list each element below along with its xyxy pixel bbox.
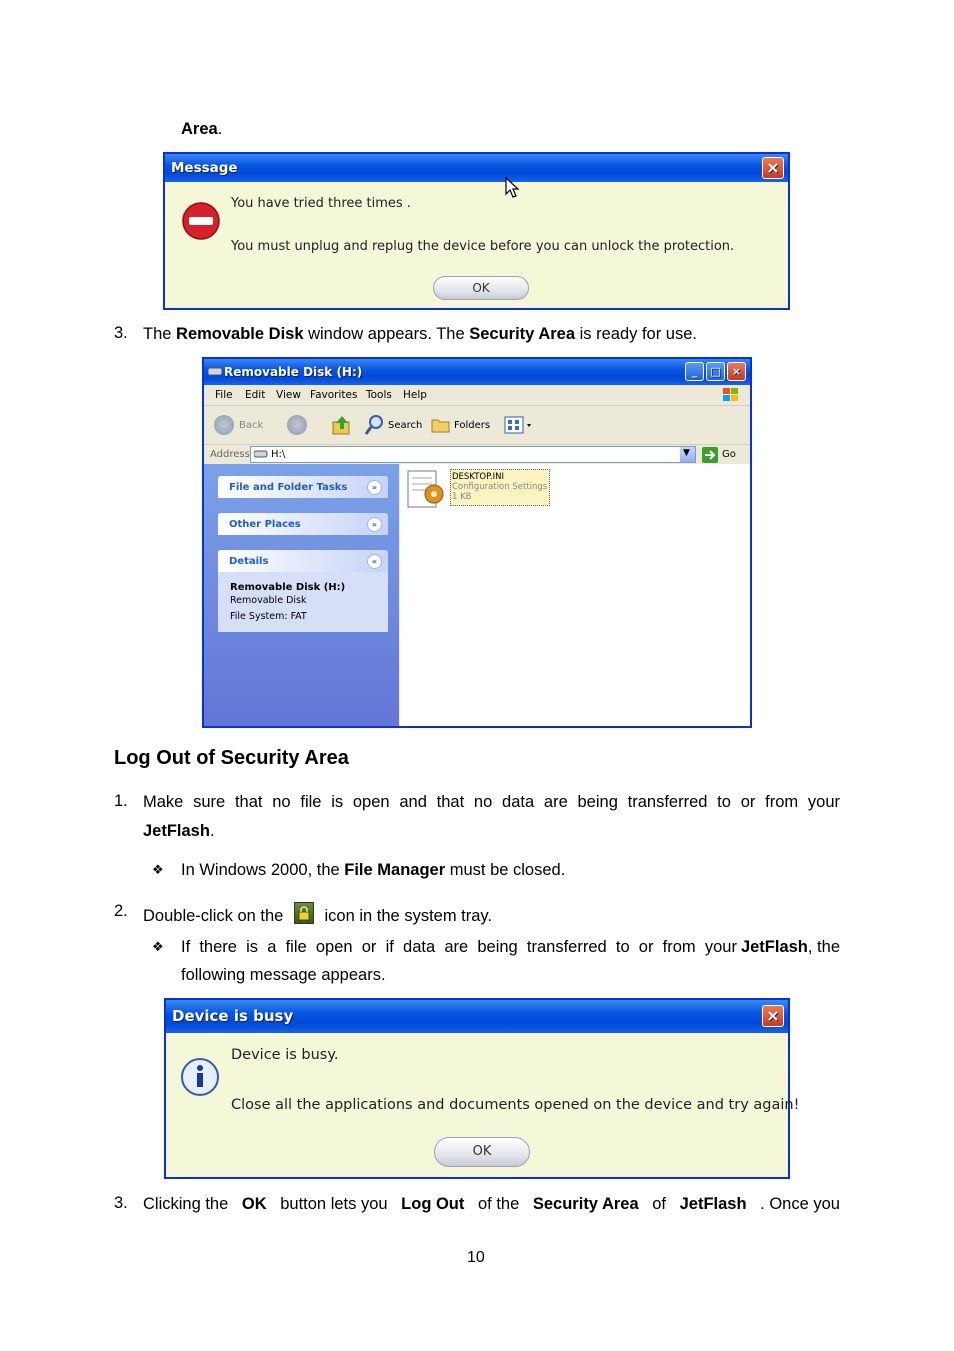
back-button[interactable]: Back	[239, 420, 264, 431]
message-dialog	[163, 152, 790, 310]
menu-tools[interactable]: Tools	[366, 389, 392, 401]
forward-icon[interactable]	[287, 415, 307, 435]
bullet-2-line-2: following message appears.	[181, 966, 386, 984]
details-panel: Details « Removable Disk (H:) Removable Disk File System: FAT	[218, 550, 388, 632]
details-type: Removable Disk	[230, 595, 307, 606]
drive-icon	[208, 366, 222, 376]
step-number: 1.	[114, 792, 128, 810]
toolbar	[204, 406, 750, 445]
details-name: Removable Disk (H:)	[230, 582, 346, 593]
busy-line-2: Close all the applications and documents opened on the device and try again!	[231, 1097, 800, 1113]
ok-button[interactable]: OK	[434, 1137, 530, 1167]
message-line-2: You must unplug and replug the device before you can unlock the protection.	[231, 239, 735, 254]
message-dialog-title: Message ×	[165, 154, 788, 182]
file-folder-tasks-panel[interactable]: File and Folder Tasks »	[218, 476, 388, 498]
search-button[interactable]: Search	[388, 420, 423, 431]
menu-bar	[204, 385, 750, 406]
step-3-bottom-text: Clicking the OK button lets you Log Out of the Security Area of JetFlash . Once you	[143, 1195, 840, 1213]
up-folder-icon[interactable]	[332, 414, 352, 436]
go-arrow-icon[interactable]	[702, 447, 718, 463]
stop-icon	[181, 202, 221, 240]
back-icon[interactable]	[214, 415, 234, 435]
folders-icon[interactable]	[431, 416, 451, 434]
message-line-1: You have tried three times .	[231, 196, 411, 211]
drive-icon	[254, 450, 268, 459]
step-2-text: Double-click on the icon in the system tray.	[143, 902, 492, 926]
close-icon: ×	[731, 365, 742, 378]
chevron-down-icon[interactable]: »	[367, 480, 382, 495]
ok-button[interactable]: OK	[433, 276, 529, 300]
bullet-1-text: In Windows 2000, the File Manager must be closed.	[181, 861, 566, 879]
close-icon: ×	[766, 1006, 780, 1025]
step-3-text: The Removable Disk window appears. The Security Area is ready for use.	[143, 325, 697, 343]
bullet-2-line-1: If there is a file open or if data are being transferred to or from your JetFlash , the	[181, 938, 840, 956]
step-number: 3.	[114, 324, 128, 342]
file-name: DESKTOP.INI	[452, 472, 504, 482]
folders-button[interactable]: Folders	[454, 420, 491, 431]
close-icon: ×	[766, 158, 780, 177]
info-icon	[180, 1057, 220, 1097]
file-size: 1 KB	[452, 492, 472, 502]
menu-help[interactable]: Help	[403, 389, 427, 401]
step-1-text: Make sure that no file is open and that no data are being transferred to or from your	[143, 793, 840, 811]
busy-line-1: Device is busy.	[231, 1047, 339, 1063]
menu-view[interactable]: View	[276, 389, 301, 401]
close-button[interactable]	[762, 1005, 784, 1027]
chevron-down-icon[interactable]: »	[367, 517, 382, 532]
search-icon[interactable]	[364, 414, 386, 436]
close-button[interactable]	[762, 157, 784, 179]
file-desc: Configuration Settings	[452, 482, 548, 492]
go-button[interactable]: Go	[722, 449, 736, 460]
top-fragment: Area.	[181, 120, 223, 138]
address-input[interactable]: H:\ ▼	[250, 446, 696, 463]
menu-edit[interactable]: Edit	[245, 389, 266, 401]
menu-favorites[interactable]: Favorites	[310, 389, 358, 401]
maximize-button[interactable]	[706, 362, 725, 381]
bullet-icon: ❖	[152, 939, 164, 954]
explorer-window	[202, 357, 752, 728]
explorer-title-bar: Removable Disk (H:) _ □ ×	[204, 359, 750, 385]
details-fs: File System: FAT	[230, 611, 307, 622]
other-places-panel[interactable]: Other Places »	[218, 513, 388, 535]
bullet-icon: ❖	[152, 862, 164, 877]
cursor-icon	[505, 177, 523, 199]
chevron-up-icon[interactable]: «	[367, 554, 382, 569]
chevron-down-icon: ▼	[683, 448, 690, 458]
busy-dialog-body	[166, 1033, 800, 1177]
menu-file[interactable]: File	[215, 389, 233, 401]
address-bar	[204, 445, 750, 466]
minimize-button[interactable]	[685, 362, 704, 381]
page-number: 10	[467, 1249, 485, 1266]
address-label: Address	[210, 449, 250, 460]
busy-dialog-title: Device is busy ×	[166, 1000, 788, 1033]
minimize-icon: _	[691, 365, 698, 378]
step-1-end: JetFlash.	[143, 822, 215, 840]
section-heading: Log Out of Security Area	[114, 747, 349, 769]
settings-file-icon[interactable]	[406, 468, 446, 512]
task-pane	[204, 464, 399, 726]
lock-tray-icon	[294, 902, 314, 924]
step-number: 3.	[114, 1194, 128, 1212]
file-list	[400, 464, 750, 726]
message-dialog-body	[165, 182, 788, 308]
address-dropdown[interactable]	[680, 447, 695, 462]
views-icon[interactable]	[504, 416, 534, 434]
windows-logo-icon	[722, 387, 740, 403]
close-button[interactable]	[727, 362, 746, 381]
maximize-icon: □	[710, 365, 721, 378]
busy-dialog	[164, 998, 800, 1179]
step-number: 2.	[114, 902, 128, 920]
file-label[interactable]	[450, 469, 550, 506]
